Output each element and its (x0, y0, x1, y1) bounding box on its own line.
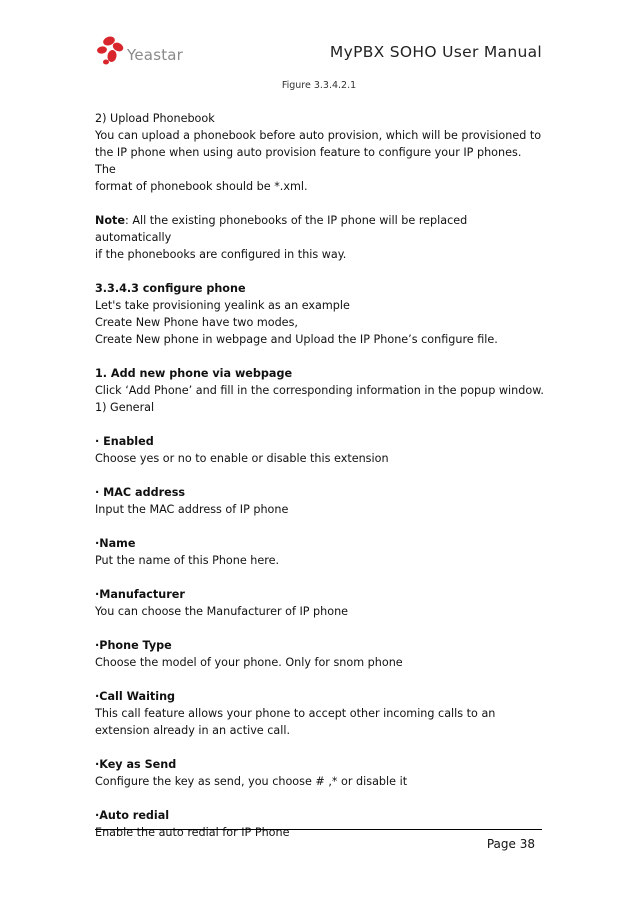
option-description: Choose yes or no to enable or disable this extension (95, 452, 389, 465)
option-description: Choose the model of your phone. Only for snom phone (95, 656, 403, 669)
upload-text-line: You can upload a phonebook before auto provision, which will be provisioned to (95, 129, 542, 142)
upload-heading: 2) Upload Phonebook (95, 112, 215, 125)
option-title: · MAC address (95, 486, 186, 499)
note-label: Note (95, 214, 125, 227)
option-title: · Enabled (95, 435, 154, 448)
option-title: ·Call Waiting (95, 690, 176, 703)
note-text: : All the existing phonebooks of the IP phone will be replaced automatically (95, 214, 468, 244)
section-text-line: Create New phone in webpage and Upload the IP Phone’s configure file. (95, 333, 498, 346)
upload-text-line: the IP phone when using auto provision feature to configure your IP phones. The (95, 146, 522, 176)
section-text-line: Create New Phone have two modes, (95, 316, 298, 329)
note-text-line: if the phonebooks are configured in this way. (95, 248, 347, 261)
page-number: Page 38 (486, 837, 535, 851)
subsection-text-line: 1) General (95, 401, 155, 414)
option-description: extension already in an active call. (95, 724, 291, 737)
section-text-line: Let's take provisioning yealink as an example (95, 299, 350, 312)
upload-text-line: format of phonebook should be *.xml. (95, 180, 308, 193)
option-title: ·Name (95, 537, 136, 550)
page-content (95, 110, 545, 841)
figure-caption: Figure 3.3.4.2.1 (281, 80, 357, 91)
subsection-heading: 1. Add new phone via webpage (95, 367, 293, 380)
subsection-text-line: Click ‘Add Phone’ and fill in the corresponding information in the popup window. (95, 384, 544, 397)
option-title: ·Phone Type (95, 639, 172, 652)
option-description: Configure the key as send, you choose # ,* or disable it (95, 775, 408, 788)
option-description: You can choose the Manufacturer of IP phone (95, 605, 349, 618)
option-description: Enable the auto redial for IP Phone (95, 826, 290, 839)
note-paragraph (95, 212, 545, 246)
option-description: This call feature allows your phone to accept other incoming calls to an (95, 707, 496, 720)
option-description: Put the name of this Phone here. (95, 554, 280, 567)
section-heading: 3.3.4.3 configure phone (95, 282, 246, 295)
option-title: ·Auto redial (95, 809, 170, 822)
brand-name: Yeastar (127, 46, 184, 64)
document-title: MyPBX SOHO User Manual (329, 43, 542, 61)
option-description: Input the MAC address of IP phone (95, 503, 289, 516)
footer-divider (95, 829, 542, 830)
option-title: ·Manufacturer (95, 588, 185, 601)
option-title: ·Key as Send (95, 758, 177, 771)
option-list (95, 433, 545, 841)
